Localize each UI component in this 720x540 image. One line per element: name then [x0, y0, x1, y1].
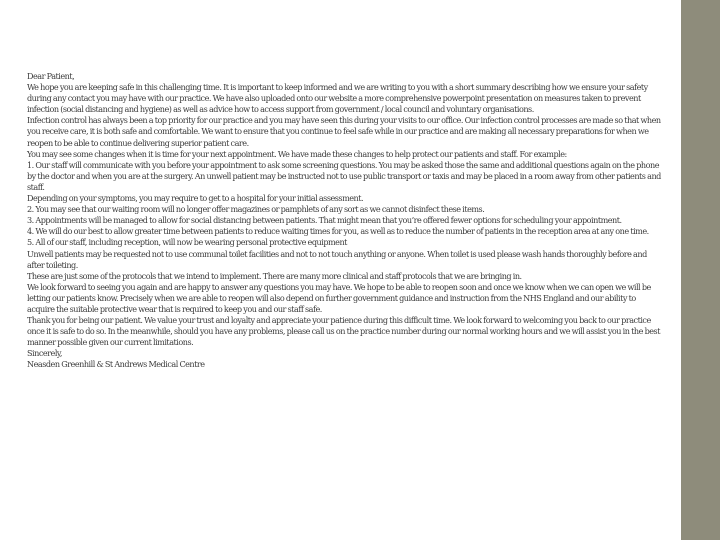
- list-item-2: 2. You may see that our waiting room will no longer offer magazines or pamphlets of any sort as we cannot disinfect these items.: [27, 204, 485, 215]
- paragraph-toilets: Unwell patients may be requested not to use communal toilet facilities and not to not touch anything or anyone. When toilet is used please wash hands thoroughly before and after toileting.: [27, 248, 647, 270]
- salutation: Dear Patient,: [27, 71, 75, 81]
- side-band: [681, 0, 720, 540]
- paragraph-reopening: We look forward to seeing you again and are happy to answer any questions you may have. We hope to be able to reopen soon and once we know when we can open we will be letting our patients know. Precisely when we are able to reopen will also depend on further government guidance and instruction from the NHS England and our ability to acquire the suitable protective wear that is required to keep you and our staff safe.: [27, 281, 651, 314]
- paragraph-protocols: These are just some of the protocols that we intend to implement. There are many more clinical and staff protocols that we are bringing in.: [27, 270, 522, 281]
- paragraph-thanks: Thank you for being our patient. We value your trust and loyalty and appreciate your patience during this difficult time. We look forward to welcoming you back to our practice once it is safe to do so. In the meanwhile, should you have any problems, please call us on the practice number during our normal working hours and we will assist you in the best manner possible given our current limitations.: [27, 315, 660, 348]
- letter-body: [27, 71, 663, 371]
- list-item-5: 5. All of our staff, including reception, will now be wearing personal protective equipment: [27, 237, 347, 248]
- paragraph-intro: We hope you are keeping safe in this challenging time. It is important to keep informed and we are writing to you with a short summary describing how we ensure your safety during any contact you may have with our practice. We have also uploaded onto our website a more comprehensive powerpoint presentation on measures taken to prevent infection (social distancing and hygiene) as well as advice how to access support from government / local council and voluntary organisations.: [27, 82, 648, 115]
- closing: Sincerely,: [27, 348, 62, 359]
- list-item-3: 3. Appointments will be managed to allow for social distancing between patients. That might mean that you’re offered fewer options for scheduling your appointment.: [27, 215, 622, 226]
- list-item-4: 4. We will do our best to allow greater time between patients to reduce waiting times for you, as well as to reduce the number of patients in the reception area at any one time.: [27, 226, 649, 237]
- signature: Neasden Greenhill & St Andrews Medical Centre: [27, 359, 205, 370]
- paragraph-infection-control: Infection control has always been a top priority for our practice and you may have seen this during your visits to our office. Our infection control processes are made so that when you receive care, it is both safe and comfortable. We want to ensure that you continue to feel safe while in our practice and are making all necessary preparations for when we reopen to be able to continue delivering superior patient care.: [27, 115, 661, 148]
- list-item-1: 1. Our staff will communicate with you before your appointment to ask some screening questions. You may be asked those the same and additional questions again on the phone by the doctor and when you are at the surgery. An unwell patient may be instructed not to use public transport or taxis and may be placed in a room away from other patients and staff.: [27, 159, 661, 192]
- paragraph-changes: You may see some changes when it is time for your next appointment. We have made these changes to help protect our patients and staff. For example:: [27, 148, 567, 159]
- paragraph-symptoms: Depending on your symptoms, you may require to get to a hospital for your initial assessment.: [27, 193, 364, 204]
